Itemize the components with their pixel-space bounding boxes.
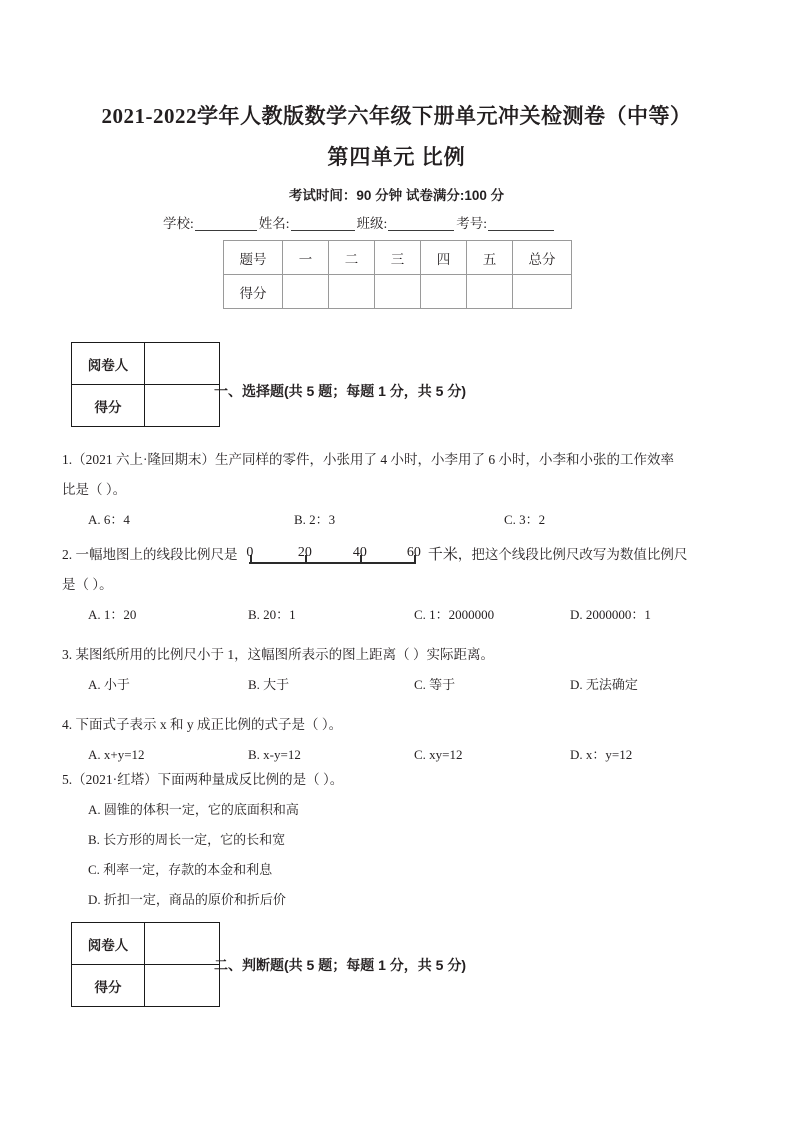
grader-marker-label-2: 阅卷人 <box>72 923 145 965</box>
question-2-option-a[interactable]: A. 1：20 <box>88 607 137 622</box>
question-3-option-a[interactable]: A. 小于 <box>88 677 130 692</box>
question-1-stem-line2: 比是（ ）。 <box>62 482 127 497</box>
school-field[interactable] <box>163 212 259 232</box>
question-2-option-d[interactable]: D. 2000000：1 <box>570 607 651 622</box>
scale-bar-axis-line <box>249 562 414 564</box>
question-3-option-d[interactable]: D. 无法确定 <box>570 677 638 692</box>
grader-score-value-1[interactable] <box>145 385 220 427</box>
question-2-options <box>62 600 732 630</box>
scale-bar-label-0: 0 <box>246 545 254 560</box>
question-4 <box>62 710 732 770</box>
class-blank[interactable] <box>388 217 454 231</box>
question-2-option-c[interactable]: C. 1：2000000 <box>414 607 495 622</box>
scale-bar-label-1: 20 <box>297 545 312 560</box>
score-cell-total[interactable] <box>513 275 572 309</box>
score-table-row-label-0: 题号 <box>224 241 283 275</box>
question-1-option-a[interactable]: A. 6：4 <box>88 512 130 527</box>
exam-meta-line: 考试时间：90 分钟 试卷满分:100 分 <box>288 188 505 203</box>
question-5-option-d[interactable]: D. 折扣一定，商品的原价和折后价 <box>88 892 286 907</box>
exam-no-label: 考号: <box>456 216 488 231</box>
question-2-stem-line2: 是（ ）。 <box>62 577 113 592</box>
table-row-question-numbers <box>224 241 572 275</box>
grader-marker-value-2[interactable] <box>145 923 220 965</box>
school-blank[interactable] <box>195 217 257 231</box>
score-table-row-label-1: 得分 <box>224 275 283 309</box>
exam-no-blank[interactable] <box>488 217 554 231</box>
question-5 <box>62 765 732 915</box>
score-cell-4[interactable] <box>421 275 467 309</box>
scale-bar-label-3: 60 <box>406 545 421 560</box>
question-1-options <box>62 505 732 535</box>
table-row <box>72 343 220 385</box>
school-label: 学校: <box>163 216 194 231</box>
score-table-col-2: 二 <box>329 241 375 275</box>
scale-bar-unit: 千米 <box>427 547 458 563</box>
score-table-col-total: 总分 <box>513 241 572 275</box>
score-cell-5[interactable] <box>467 275 513 309</box>
question-4-option-d[interactable]: D. x：y=12 <box>570 747 633 762</box>
score-table-col-4: 四 <box>421 241 467 275</box>
class-label: 班级: <box>356 216 388 231</box>
question-4-option-c[interactable]: C. xy=12 <box>414 747 463 762</box>
grader-score-value-2[interactable] <box>145 965 220 1007</box>
scale-bar-label-2: 40 <box>352 545 367 560</box>
section-heading-truefalse: 二、判断题(共 5 题；每题 1 分，共 5 分) <box>214 957 467 973</box>
table-row <box>72 923 220 965</box>
grader-score-label-1: 得分 <box>72 385 145 427</box>
question-1-option-b[interactable]: B. 2：3 <box>294 512 336 527</box>
page-title: 2021-2022学年人教版数学六年级下册单元冲关检测卷（中等） <box>101 104 692 128</box>
question-5-stem: 5.（2021·红塔）下面两种量成反比例的是（ ）。 <box>62 772 344 787</box>
question-1 <box>62 445 732 535</box>
question-3-options <box>62 670 732 700</box>
table-row <box>72 965 220 1007</box>
score-cell-1[interactable] <box>283 275 329 309</box>
question-2-stem-line1 <box>62 540 732 570</box>
student-info-line <box>163 212 633 232</box>
question-4-option-b[interactable]: B. x-y=12 <box>248 747 301 762</box>
question-4-stem: 4. 下面式子表示 x 和 y 成正比例的式子是（ ）。 <box>62 717 343 732</box>
score-table-col-5: 五 <box>467 241 513 275</box>
page-subtitle: 第四单元 比例 <box>327 145 466 169</box>
grader-marker-value-1[interactable] <box>145 343 220 385</box>
score-cell-3[interactable] <box>375 275 421 309</box>
question-4-option-a[interactable]: A. x+y=12 <box>88 747 145 762</box>
table-row <box>72 385 220 427</box>
score-summary-table <box>223 240 572 309</box>
score-table-col-3: 三 <box>375 241 421 275</box>
score-cell-2[interactable] <box>329 275 375 309</box>
question-3-stem: 3. 某图纸所用的比例尺小于 1，这幅图所表示的图上距离（ ）实际距离。 <box>62 647 494 662</box>
grader-box-section-2 <box>71 922 220 1007</box>
question-3 <box>62 640 732 700</box>
grader-score-label-2: 得分 <box>72 965 145 1007</box>
question-2-stem-suffix: ，把这个线段比例尺改写为数值比例尺 <box>457 547 688 562</box>
question-2-stem-prefix: 2. 一幅地图上的线段比例尺是 <box>62 547 238 562</box>
score-table-col-1: 一 <box>283 241 329 275</box>
question-3-option-c[interactable]: C. 等于 <box>414 677 456 692</box>
exam-no-field[interactable] <box>456 212 556 232</box>
section-heading-choice: 一、选择题(共 5 题；每题 1 分，共 5 分) <box>214 383 467 399</box>
question-5-option-c[interactable]: C. 利率一定，存款的本金和利息 <box>88 862 273 877</box>
name-field[interactable] <box>259 212 357 232</box>
question-5-option-b[interactable]: B. 长方形的周长一定，它的长和宽 <box>88 832 286 847</box>
question-1-option-c[interactable]: C. 3：2 <box>504 512 546 527</box>
question-2 <box>62 540 732 630</box>
table-row-scores <box>224 275 572 309</box>
question-1-stem-line1: 1.（2021 六上·隆回期末）生产同样的零件，小张用了 4 小时，小李用了 6 小时，小李和小张的工作效率 <box>62 452 674 467</box>
question-3-option-b[interactable]: B. 大于 <box>248 677 290 692</box>
name-blank[interactable] <box>291 217 355 231</box>
grader-marker-label-1: 阅卷人 <box>72 343 145 385</box>
grader-box-section-1 <box>71 342 220 427</box>
class-field[interactable] <box>357 212 457 232</box>
question-2-option-b[interactable]: B. 20：1 <box>248 607 296 622</box>
question-5-option-a[interactable]: A. 圆锥的体积一定，它的底面积和高 <box>88 802 299 817</box>
scale-bar-figure <box>243 540 423 568</box>
name-label: 姓名: <box>258 216 290 231</box>
